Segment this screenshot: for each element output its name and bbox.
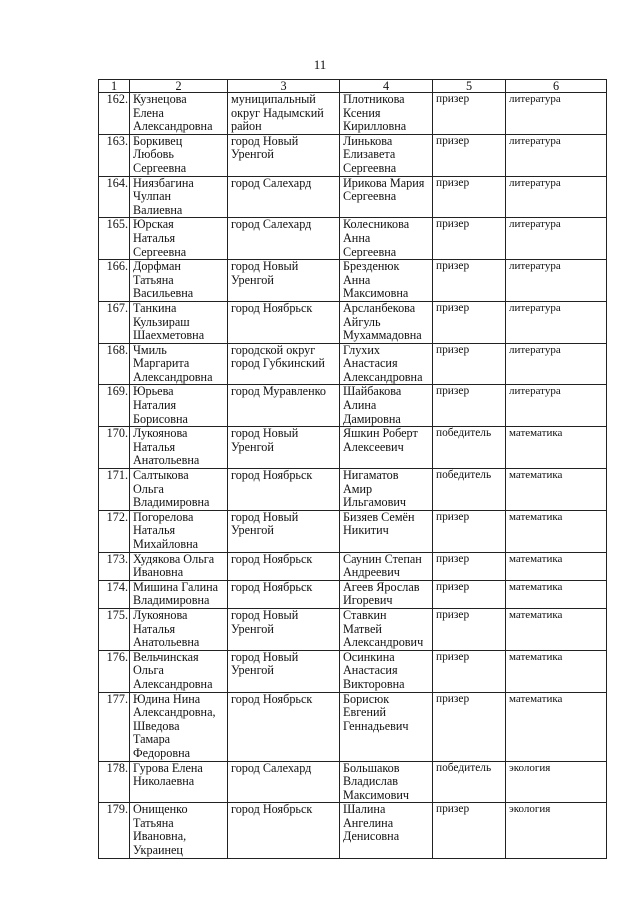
teacher-name-cell bbox=[130, 301, 228, 343]
student-name-line: Максимовна bbox=[343, 286, 409, 301]
student-name-line: Максимович bbox=[343, 787, 410, 802]
row-number: 169. bbox=[99, 385, 130, 427]
student-name-line: Осинкина bbox=[343, 650, 395, 664]
teacher-name-cell bbox=[130, 608, 228, 650]
teacher-name-line: Дорфман bbox=[133, 259, 181, 274]
teacher-name-line: Владимировна bbox=[133, 593, 210, 608]
status-cell: призер bbox=[433, 385, 506, 427]
student-name-line: Алексеевич bbox=[343, 439, 404, 454]
teacher-name-line: Гурова Елена bbox=[133, 761, 203, 775]
teacher-name-line: Украинец bbox=[133, 843, 183, 858]
table-row bbox=[99, 803, 607, 858]
header-cell-4: 4 bbox=[340, 80, 433, 93]
subject-cell: экология bbox=[506, 761, 607, 803]
student-name-line: Кирилловна bbox=[343, 119, 407, 134]
municipality-cell bbox=[228, 510, 340, 552]
student-name-line: Большаков bbox=[343, 761, 400, 775]
municipality-cell bbox=[228, 469, 340, 511]
municipality-cell bbox=[228, 260, 340, 302]
municipality-cell bbox=[228, 580, 340, 608]
municipality-line: Уренгой bbox=[231, 439, 274, 454]
student-name-line: Яшкин Роберт bbox=[343, 426, 418, 441]
student-name-cell bbox=[340, 385, 433, 427]
student-name-cell bbox=[340, 427, 433, 469]
table-row bbox=[99, 552, 607, 580]
teacher-name-line: Погорелова bbox=[133, 510, 194, 524]
student-name-line: Сергеевна bbox=[343, 244, 397, 259]
student-name-line: Шалина bbox=[343, 802, 386, 817]
teacher-name-line: Боркивец bbox=[133, 134, 183, 148]
teacher-name-cell bbox=[130, 134, 228, 176]
student-name-line: Владислав bbox=[343, 774, 398, 789]
student-name-line: Александрович bbox=[343, 635, 424, 650]
teacher-name-line: Лукоянова bbox=[133, 608, 188, 622]
table-row bbox=[99, 385, 607, 427]
teacher-name-line: Владимировна bbox=[133, 495, 210, 510]
student-name-line: Анастасия bbox=[343, 663, 398, 678]
municipality-line: Уренгой bbox=[231, 523, 274, 538]
row-number: 170. bbox=[99, 427, 130, 469]
teacher-name-line: Ивановна bbox=[133, 565, 184, 580]
subject-cell: литература bbox=[506, 93, 607, 135]
student-name-line: Андреевич bbox=[343, 565, 400, 580]
teacher-name-line: Михайловна bbox=[133, 537, 199, 551]
municipality-line: город Муравленко bbox=[231, 384, 327, 399]
subject-cell: литература bbox=[506, 134, 607, 176]
teacher-name-line: Худякова Ольга bbox=[133, 552, 215, 566]
student-name-line: Айгуль bbox=[343, 314, 381, 329]
student-name-cell bbox=[340, 608, 433, 650]
header-cell-3: 3 bbox=[228, 80, 340, 93]
municipality-line: город Новый bbox=[231, 134, 299, 148]
row-number: 165. bbox=[99, 218, 130, 260]
row-number: 163. bbox=[99, 134, 130, 176]
subject-cell: литература bbox=[506, 218, 607, 260]
table-header bbox=[99, 80, 607, 93]
municipality-cell bbox=[228, 650, 340, 692]
student-name-cell bbox=[340, 761, 433, 803]
student-name-line: Евгений bbox=[343, 705, 387, 720]
subject-cell: математика bbox=[506, 552, 607, 580]
municipality-cell bbox=[228, 301, 340, 343]
page-number: 11 bbox=[313, 57, 327, 72]
student-name-cell bbox=[340, 301, 433, 343]
student-name-line: Ирикова Мария bbox=[343, 176, 425, 190]
student-name-cell bbox=[340, 218, 433, 260]
student-name-line: Алина bbox=[343, 398, 377, 413]
teacher-name-cell bbox=[130, 93, 228, 135]
teacher-name-line: Наталья bbox=[133, 523, 176, 538]
subject-cell: литература bbox=[506, 301, 607, 343]
student-name-line: Агеев Ярослав bbox=[343, 580, 420, 594]
municipality-line: город Новый bbox=[231, 426, 299, 441]
table-row bbox=[99, 343, 607, 385]
municipality-line: город Новый bbox=[231, 510, 299, 524]
subject-cell: математика bbox=[506, 510, 607, 552]
student-name-line: Ставкин bbox=[343, 608, 387, 622]
municipality-line: город Губкинский bbox=[231, 356, 325, 371]
student-name-line: Матвей bbox=[343, 621, 382, 636]
teacher-name-cell bbox=[130, 218, 228, 260]
student-name-line: Линькова bbox=[343, 134, 393, 148]
teacher-name-line: Ольга bbox=[133, 663, 164, 678]
subject-cell: математика bbox=[506, 608, 607, 650]
teacher-name-line: Николаевна bbox=[133, 774, 195, 789]
subject-cell: математика bbox=[506, 580, 607, 608]
teacher-name-cell bbox=[130, 803, 228, 858]
teacher-name-cell bbox=[130, 469, 228, 511]
teacher-name-line: Мишина Галина bbox=[133, 580, 219, 594]
student-name-line: Глухих bbox=[343, 343, 381, 357]
municipality-line: город Салехард bbox=[231, 217, 312, 232]
status-cell: призер bbox=[433, 608, 506, 650]
student-name-line: Мухаммадовна bbox=[343, 328, 422, 343]
teacher-name-line: Анатольевна bbox=[133, 635, 200, 650]
teacher-name-line: Наталья bbox=[133, 439, 176, 454]
teacher-name-cell bbox=[130, 552, 228, 580]
subject-cell: экология bbox=[506, 803, 607, 858]
row-number: 177. bbox=[99, 692, 130, 761]
municipality-cell bbox=[228, 761, 340, 803]
teacher-name-line: Вельчинская bbox=[133, 650, 199, 664]
table-row bbox=[99, 469, 607, 511]
teacher-name-line: Шведова bbox=[133, 718, 180, 733]
subject-cell: литература bbox=[506, 176, 607, 218]
header-cell-5: 5 bbox=[433, 80, 506, 93]
student-name-cell bbox=[340, 650, 433, 692]
teacher-name-line: Сергеевна bbox=[133, 244, 187, 259]
municipality-line: город Ноябрьск bbox=[231, 580, 313, 594]
teacher-name-line: Кульзираш bbox=[133, 314, 190, 329]
municipality-line: район bbox=[231, 119, 262, 134]
status-cell: призер bbox=[433, 176, 506, 218]
student-name-cell bbox=[340, 580, 433, 608]
student-name-line: Брезденюк bbox=[343, 259, 400, 274]
teacher-name-cell bbox=[130, 692, 228, 761]
teacher-name-line: Салтыкова bbox=[133, 468, 189, 483]
teacher-name-line: Ивановна, bbox=[133, 829, 187, 844]
status-cell: призер bbox=[433, 134, 506, 176]
status-cell: призер bbox=[433, 301, 506, 343]
header-cell-6: 6 bbox=[506, 80, 607, 93]
teacher-name-line: Ольга bbox=[133, 481, 164, 496]
teacher-name-cell bbox=[130, 650, 228, 692]
student-name-line: Анастасия bbox=[343, 356, 398, 371]
header-row bbox=[99, 80, 607, 93]
municipality-line: Уренгой bbox=[231, 621, 274, 636]
subject-cell: литература bbox=[506, 385, 607, 427]
student-name-line: Анна bbox=[343, 272, 371, 287]
student-name-line: Шайбакова bbox=[343, 384, 402, 399]
status-cell: призер bbox=[433, 580, 506, 608]
student-name-line: Сергеевна bbox=[343, 160, 397, 175]
row-number: 162. bbox=[99, 93, 130, 135]
table-body bbox=[99, 93, 607, 859]
student-name-line: Анна bbox=[343, 230, 371, 245]
teacher-name-cell bbox=[130, 385, 228, 427]
municipality-line: город Ноябрьск bbox=[231, 552, 313, 566]
student-name-line: Ильгамович bbox=[343, 495, 407, 510]
teacher-name-line: Чулпан bbox=[133, 189, 172, 204]
teacher-name-cell bbox=[130, 260, 228, 302]
municipality-line: город Салехард bbox=[231, 761, 312, 775]
student-name-cell bbox=[340, 469, 433, 511]
teacher-name-cell bbox=[130, 343, 228, 385]
subject-cell: математика bbox=[506, 650, 607, 692]
teacher-name-line: Наталья bbox=[133, 621, 176, 636]
table-row bbox=[99, 580, 607, 608]
row-number: 174. bbox=[99, 580, 130, 608]
municipality-line: город Салехард bbox=[231, 176, 312, 190]
municipality-cell bbox=[228, 218, 340, 260]
student-name-line: Бизяев Семён bbox=[343, 510, 415, 524]
student-name-line: Ангелина bbox=[343, 815, 394, 830]
status-cell: победитель bbox=[433, 427, 506, 469]
municipality-line: городской округ bbox=[231, 343, 316, 357]
row-number: 164. bbox=[99, 176, 130, 218]
student-name-line: Борисюк bbox=[343, 692, 390, 706]
teacher-name-line: Анатольевна bbox=[133, 453, 200, 468]
status-cell: призер bbox=[433, 218, 506, 260]
teacher-name-line: Наталья bbox=[133, 230, 176, 245]
teacher-name-line: Чмиль bbox=[133, 343, 167, 357]
table-row bbox=[99, 176, 607, 218]
student-name-line: Колесникова bbox=[343, 217, 410, 232]
municipality-cell bbox=[228, 552, 340, 580]
subject-cell: математика bbox=[506, 469, 607, 511]
results-table bbox=[98, 79, 607, 859]
teacher-name-line: Юрьева bbox=[133, 384, 174, 399]
municipality-line: округ Надымский bbox=[231, 105, 324, 120]
teacher-name-line: Онищенко bbox=[133, 802, 188, 817]
municipality-cell bbox=[228, 93, 340, 135]
municipality-line: Уренгой bbox=[231, 147, 274, 162]
teacher-name-cell bbox=[130, 761, 228, 803]
teacher-name-line: Васильевна bbox=[133, 286, 194, 301]
teacher-name-line: Ниязбагина bbox=[133, 176, 194, 190]
student-name-line: Плотникова bbox=[343, 92, 405, 106]
teacher-name-line: Наталия bbox=[133, 398, 177, 413]
student-name-cell bbox=[340, 510, 433, 552]
municipality-cell bbox=[228, 385, 340, 427]
row-number: 167. bbox=[99, 301, 130, 343]
teacher-name-line: Кузнецова bbox=[133, 92, 187, 106]
student-name-line: Геннадьевич bbox=[343, 718, 409, 733]
row-number: 173. bbox=[99, 552, 130, 580]
municipality-line: Уренгой bbox=[231, 272, 274, 287]
municipality-cell bbox=[228, 427, 340, 469]
municipality-cell bbox=[228, 134, 340, 176]
row-number: 178. bbox=[99, 761, 130, 803]
teacher-name-line: Валиевна bbox=[133, 202, 183, 217]
status-cell: призер bbox=[433, 552, 506, 580]
student-name-cell bbox=[340, 343, 433, 385]
teacher-name-line: Александровна bbox=[133, 676, 213, 691]
status-cell: призер bbox=[433, 93, 506, 135]
row-number: 168. bbox=[99, 343, 130, 385]
teacher-name-line: Татьяна bbox=[133, 815, 174, 830]
status-cell: призер bbox=[433, 343, 506, 385]
municipality-line: город Ноябрьск bbox=[231, 802, 313, 817]
municipality-cell bbox=[228, 608, 340, 650]
teacher-name-line: Сергеевна bbox=[133, 160, 187, 175]
municipality-cell bbox=[228, 692, 340, 761]
student-name-line: Александровна bbox=[343, 369, 423, 384]
header-cell-2: 2 bbox=[130, 80, 228, 93]
subject-cell: математика bbox=[506, 692, 607, 761]
table-row bbox=[99, 650, 607, 692]
municipality-line: муниципальный bbox=[231, 92, 316, 106]
student-name-cell bbox=[340, 134, 433, 176]
teacher-name-line: Шаехметовна bbox=[133, 328, 205, 343]
teacher-name-line: Юдина Нина bbox=[133, 692, 201, 706]
student-name-cell bbox=[340, 176, 433, 218]
teacher-name-cell bbox=[130, 176, 228, 218]
teacher-name-line: Юрская bbox=[133, 217, 174, 232]
table-row bbox=[99, 761, 607, 803]
subject-cell: математика bbox=[506, 427, 607, 469]
teacher-name-line: Танкина bbox=[133, 301, 177, 315]
teacher-name-cell bbox=[130, 580, 228, 608]
teacher-name-cell bbox=[130, 427, 228, 469]
municipality-cell bbox=[228, 176, 340, 218]
municipality-line: город Новый bbox=[231, 608, 299, 622]
student-name-cell bbox=[340, 552, 433, 580]
municipality-line: город Ноябрьск bbox=[231, 468, 313, 483]
row-number: 179. bbox=[99, 803, 130, 858]
teacher-name-line: Тамара bbox=[133, 732, 171, 747]
municipality-line: город Новый bbox=[231, 259, 299, 274]
teacher-name-line: Любовь bbox=[133, 147, 174, 162]
status-cell: призер bbox=[433, 260, 506, 302]
teacher-name-line: Татьяна bbox=[133, 272, 174, 287]
teacher-name-line: Маргарита bbox=[133, 356, 190, 371]
student-name-line: Дамировна bbox=[343, 411, 401, 426]
student-name-line: Саунин Степан bbox=[343, 552, 422, 566]
table-row bbox=[99, 134, 607, 176]
status-cell: призер bbox=[433, 650, 506, 692]
table-row bbox=[99, 93, 607, 135]
municipality-line: Уренгой bbox=[231, 663, 274, 678]
table-row bbox=[99, 692, 607, 761]
student-name-cell bbox=[340, 93, 433, 135]
table-row bbox=[99, 260, 607, 302]
teacher-name-line: Борисовна bbox=[133, 411, 188, 426]
row-number: 176. bbox=[99, 650, 130, 692]
student-name-cell bbox=[340, 260, 433, 302]
student-name-line: Сергеевна bbox=[343, 189, 397, 204]
row-number: 172. bbox=[99, 510, 130, 552]
table-row bbox=[99, 510, 607, 552]
teacher-name-line: Елена bbox=[133, 105, 164, 120]
municipality-cell bbox=[228, 343, 340, 385]
table-row bbox=[99, 218, 607, 260]
status-cell: призер bbox=[433, 692, 506, 761]
teacher-name-line: Федоровна bbox=[133, 745, 191, 760]
status-cell: призер bbox=[433, 510, 506, 552]
student-name-cell bbox=[340, 803, 433, 858]
teacher-name-line: Александровна bbox=[133, 369, 213, 384]
student-name-line: Денисовна bbox=[343, 829, 400, 844]
header-cell-1: 1 bbox=[99, 80, 130, 93]
municipality-line: город Новый bbox=[231, 650, 299, 664]
teacher-name-line: Александровна, bbox=[133, 705, 216, 720]
row-number: 171. bbox=[99, 469, 130, 511]
student-name-line: Никитич bbox=[343, 523, 389, 538]
municipality-line: город Ноябрьск bbox=[231, 692, 313, 706]
student-name-line: Елизавета bbox=[343, 147, 396, 162]
status-cell: призер bbox=[433, 803, 506, 858]
row-number: 175. bbox=[99, 608, 130, 650]
status-cell: победитель bbox=[433, 761, 506, 803]
table-row bbox=[99, 427, 607, 469]
teacher-name-line: Александровна bbox=[133, 119, 213, 134]
student-name-line: Ксения bbox=[343, 105, 381, 120]
subject-cell: литература bbox=[506, 260, 607, 302]
student-name-line: Арсланбекова bbox=[343, 301, 416, 315]
student-name-line: Викторовна bbox=[343, 676, 405, 691]
teacher-name-line: Лукоянова bbox=[133, 426, 188, 441]
municipality-cell bbox=[228, 803, 340, 858]
student-name-line: Нигаматов bbox=[343, 468, 399, 483]
row-number: 166. bbox=[99, 260, 130, 302]
status-cell: победитель bbox=[433, 469, 506, 511]
municipality-line: город Ноябрьск bbox=[231, 301, 313, 315]
table-row bbox=[99, 608, 607, 650]
subject-cell: литература bbox=[506, 343, 607, 385]
table-row bbox=[99, 301, 607, 343]
student-name-line: Амир bbox=[343, 481, 373, 496]
teacher-name-cell bbox=[130, 510, 228, 552]
student-name-line: Игоревич bbox=[343, 593, 393, 608]
student-name-cell bbox=[340, 692, 433, 761]
